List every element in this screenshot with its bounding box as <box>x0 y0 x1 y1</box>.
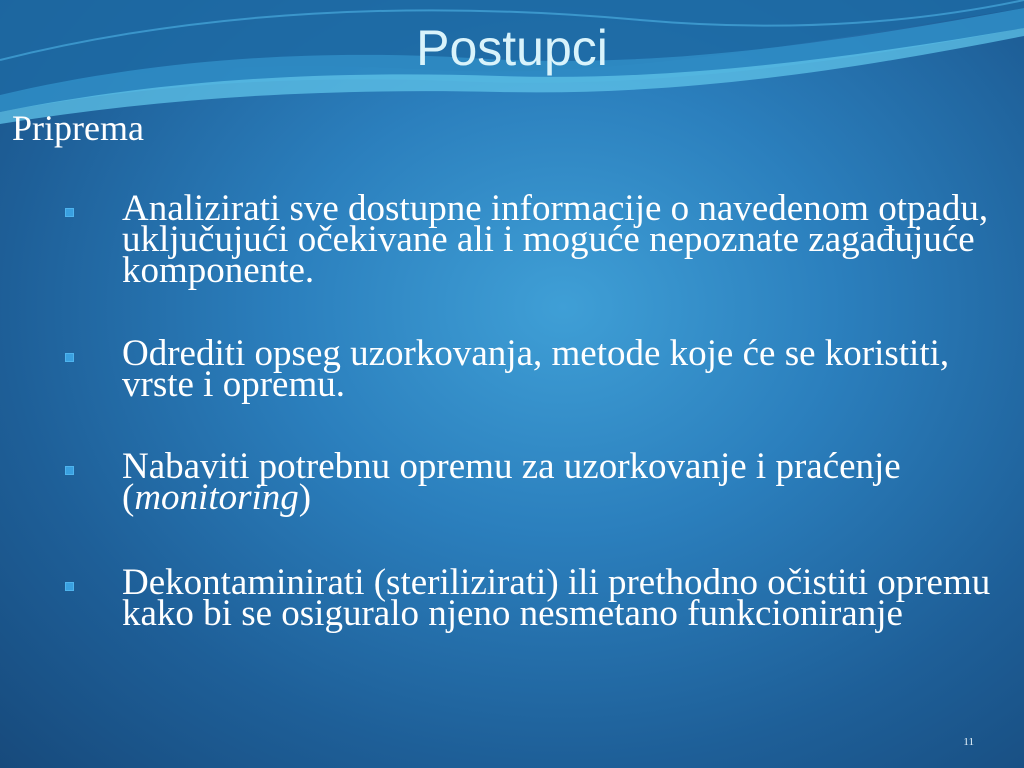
bullet-marker-icon <box>65 353 74 362</box>
bullet-text: Odrediti opseg uzorkovanja, metode koje će se koristiti, vrste i opremu. <box>122 333 950 405</box>
bullet-text-before: Nabaviti potrebnu opremu za uzorkovanje i praćenje ( <box>122 446 901 518</box>
bullet-text: Analizirati sve dostupne informacije o navedenom otpadu, uključujući očekivane ali i moguće nepoznate zagađujuće komponente. <box>122 188 989 291</box>
section-heading: Priprema <box>12 108 144 148</box>
bullet-item <box>62 562 1012 634</box>
bullet-item <box>62 446 1012 518</box>
bullet-text-after: ) <box>298 477 312 518</box>
bullet-list <box>62 188 1012 681</box>
bullet-marker-icon <box>65 582 74 591</box>
bullet-item <box>62 333 1012 405</box>
bullet-item <box>62 188 1012 291</box>
bullet-marker-icon <box>65 208 74 217</box>
bullet-marker-icon <box>65 466 74 475</box>
page-number: 11 <box>963 736 974 748</box>
slide-title: Postupci <box>416 20 608 76</box>
bullet-text: Dekontaminirati (sterilizirati) ili prethodno očistiti opremu kako bi se osiguralo njeno nesmetano funkcioniranje <box>122 562 991 634</box>
bullet-text-italic: monitoring <box>134 477 299 518</box>
